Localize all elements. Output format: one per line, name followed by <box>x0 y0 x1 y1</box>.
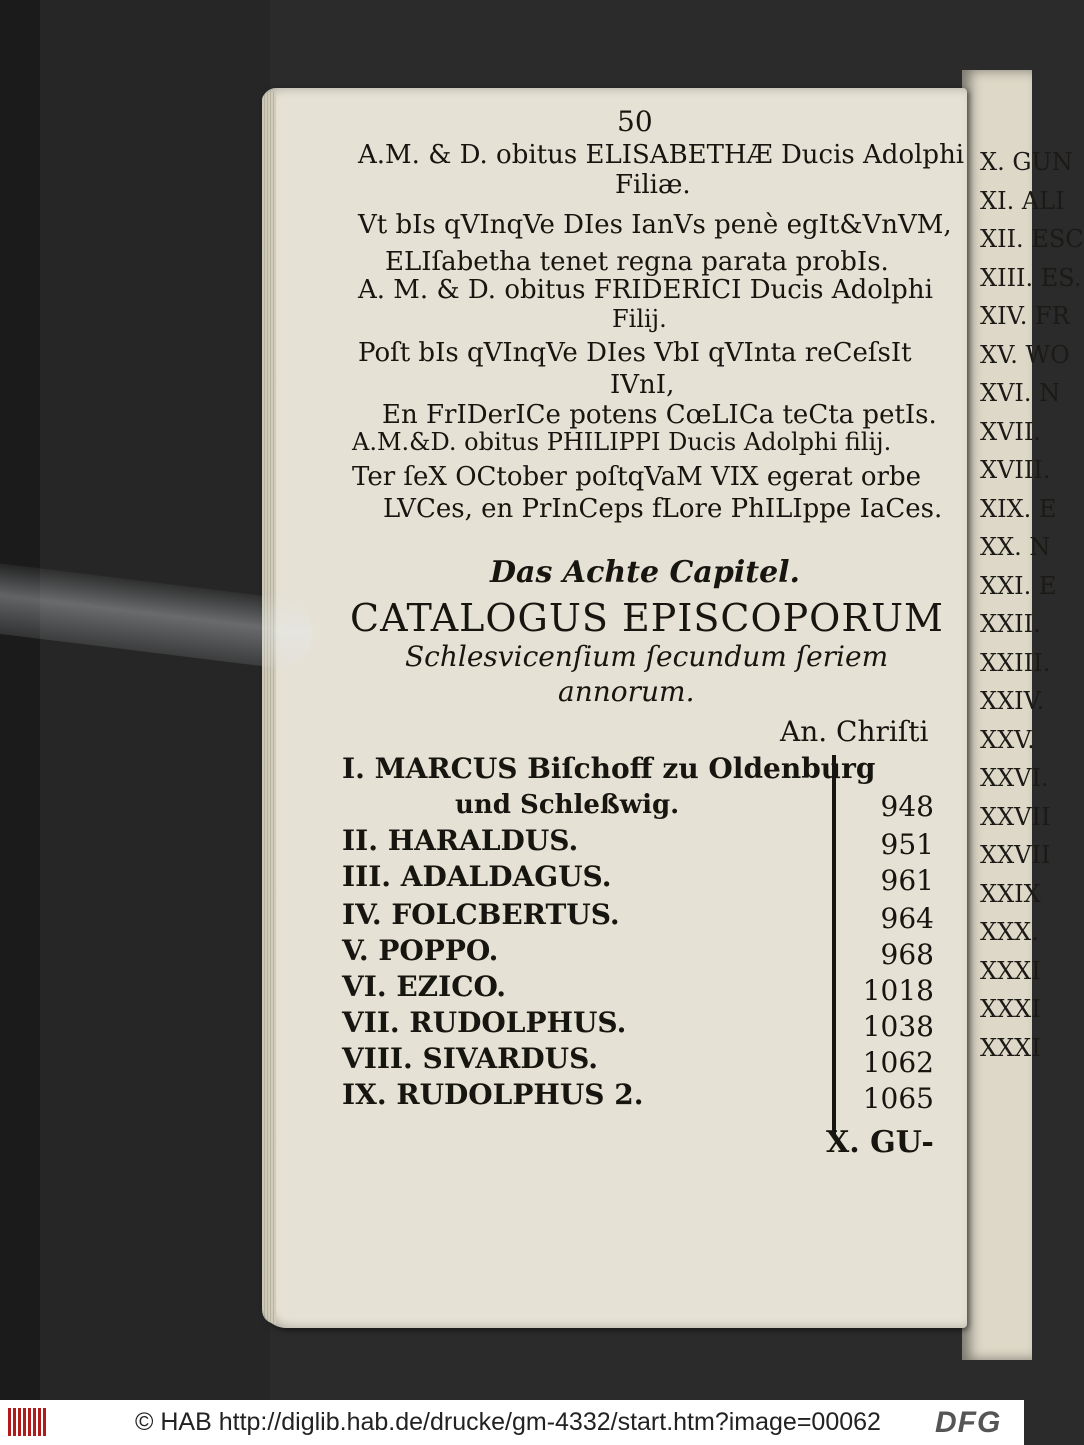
bishop-name-cont: und Schleßwig. <box>455 790 680 820</box>
facing-page-fragment: XVI. N <box>980 379 1061 407</box>
bishop-name: VIII. SIVARDUS. <box>342 1042 599 1075</box>
facing-page-fragment: XXVI. <box>980 764 1049 792</box>
facing-page-fragment: XIII. ES. <box>980 263 1082 292</box>
facing-page-fragment: XIV. FR <box>980 302 1070 330</box>
facing-page-fragment: XXVII <box>980 802 1051 831</box>
facing-page-fragment: XXXI <box>980 995 1041 1023</box>
text-line: LVCes, en PrInCeps fLore PhILIppe IaCes. <box>383 494 943 524</box>
facing-page-fragment: X. GUN <box>980 148 1073 176</box>
logo-bar <box>18 1408 21 1436</box>
facing-page-fragment: XXXI <box>980 956 1041 985</box>
bishop-year: 1038 <box>862 1010 934 1043</box>
catalog-subtitle: Schlesvicenſium ſecundum ſeriem <box>405 640 889 673</box>
logo-bar <box>28 1408 31 1436</box>
facing-page-fragment: XXIV. <box>980 687 1045 715</box>
facing-page-fragment: XVII. <box>980 417 1042 446</box>
facing-page-fragment: XXII. <box>980 610 1041 638</box>
text-line: ELIſabetha tenet regna parata probIs. <box>385 247 889 277</box>
bishop-year: 964 <box>880 902 934 935</box>
text-line: En FrIDerICe potens CœLICa teCta petIs. <box>382 400 937 430</box>
bishop-name: I. MARCUS Biſchoff zu Oldenburg <box>342 752 876 785</box>
facing-page-fragment: XXVII <box>980 841 1051 869</box>
chapter-heading: Das Achte Capitel. <box>490 555 801 590</box>
bishop-year: 1065 <box>862 1082 934 1115</box>
text-line: Filij. <box>612 305 667 333</box>
facing-page <box>962 70 1084 1360</box>
text-line: A.M. & D. obitus ELISABETHÆ Ducis Adolphi <box>358 140 965 170</box>
facing-page-fragment: XXV. <box>980 725 1035 754</box>
bishop-name: II. HARALDUS. <box>342 824 579 857</box>
catalog-subtitle-cont: annorum. <box>558 675 695 708</box>
bishop-name: III. ADALDAGUS. <box>342 860 612 893</box>
facing-page-fragment: XXIX <box>980 879 1041 908</box>
bishop-name: V. POPPO. <box>342 934 499 967</box>
year-column-header: An. Chriſti <box>780 715 929 748</box>
bishop-name: IV. FOLCBERTUS. <box>342 898 620 931</box>
catalog-title: CATALOGUS EPISCOPORUM <box>350 596 944 640</box>
logo-bar <box>43 1408 46 1436</box>
bishop-year: 948 <box>880 790 934 823</box>
facing-page-fragment: XIX. E <box>980 494 1057 523</box>
logo-bar <box>13 1408 16 1436</box>
text-line: A. M. & D. obitus FRIDERICI Ducis Adolphi <box>358 275 933 305</box>
footer-bar <box>0 1400 1024 1445</box>
logo-bar <box>38 1408 41 1436</box>
hab-logo-icon <box>8 1408 48 1436</box>
dfg-logo: DFG <box>935 1406 1002 1439</box>
facing-page-fragment: XV. WO <box>980 340 1070 369</box>
text-line: Poſt bIs qVInqVe DIes VbI qVInta reCeſsIt <box>358 338 912 368</box>
text-line: IVnI, <box>610 370 675 400</box>
facing-page-fragment: XX. N <box>980 533 1051 561</box>
text-line: A.M.&D. obitus PHILIPPI Ducis Adolphi filij. <box>352 428 892 456</box>
facing-page-fragment: XXX. <box>980 918 1039 946</box>
logo-bar <box>8 1408 11 1436</box>
bishop-year: 961 <box>880 864 934 897</box>
logo-bar <box>23 1408 26 1436</box>
background-left-shadow <box>0 0 40 1400</box>
page-edges <box>262 92 276 1324</box>
text-line: Ter ſeX OCtober poſtqVaM VIX egerat orbe <box>352 462 922 492</box>
column-rule <box>832 755 836 1135</box>
bishop-name: VII. RUDOLPHUS. <box>342 1006 627 1039</box>
bishop-name: VI. EZICO. <box>342 970 506 1003</box>
bishop-name: IX. RUDOLPHUS 2. <box>342 1078 644 1111</box>
footer-copyright-link[interactable]: © HAB http://diglib.hab.de/drucke/gm-4332/start.htm?image=00062 <box>135 1408 881 1436</box>
bishop-year: 968 <box>880 938 934 971</box>
logo-bar <box>33 1408 36 1436</box>
bishop-year: 1062 <box>862 1046 934 1079</box>
page-number: 50 <box>617 105 653 138</box>
bishop-year: 1018 <box>862 974 934 1007</box>
text-line: Filiæ. <box>615 170 691 200</box>
facing-page-fragment: XXI. E <box>980 571 1057 600</box>
background-left <box>0 0 270 1400</box>
facing-page-fragment: XXXI <box>980 1033 1041 1062</box>
catchword: X. GU- <box>826 1125 934 1160</box>
facing-page-fragment: XVIII. <box>980 456 1051 484</box>
facing-page-fragment: XII. ESC <box>980 225 1084 253</box>
facing-page-fragment: XXIII. <box>980 648 1051 677</box>
text-line: Vt bIs qVInqVe DIes IanVs penè egIt&VnVM, <box>358 210 952 240</box>
bishop-year: 951 <box>880 828 934 861</box>
facing-page-fragment: XI. ALI <box>980 186 1065 215</box>
